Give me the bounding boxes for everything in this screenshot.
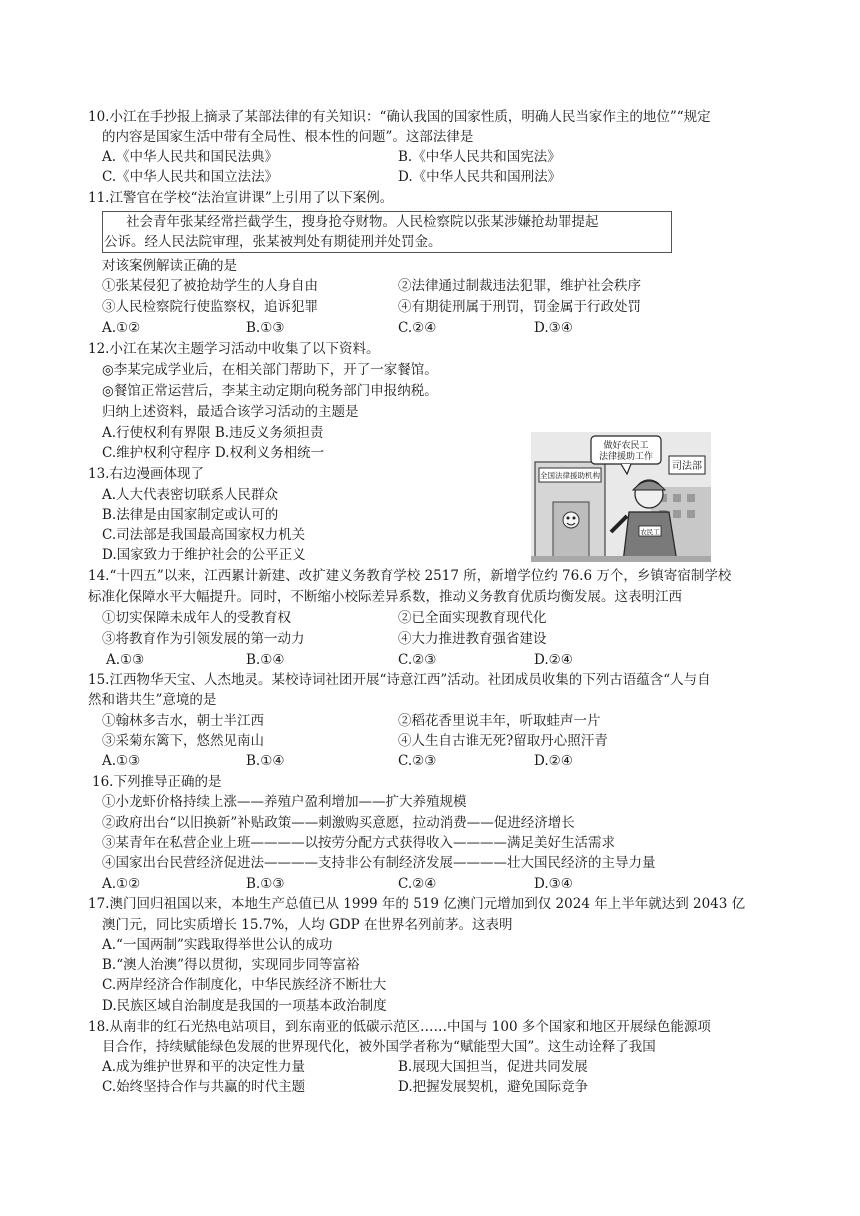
- q17-stem-line1: 17.澳门回归祖国以来，本地生产总值已从 1999 年的 519 亿澳门元增加到仅 2024 年上半年就达到 2043 亿: [88, 896, 746, 912]
- q10-stem-line1: 10.小江在手抄报上摘录了某部法律的有关知识：“确认我国的国家性质，明确人民当家作主的地位”“规定: [88, 109, 711, 125]
- q17-stem-line2: 澳门元，同比实质增长 15.7%，人均 GDP 在世界名列前茅。这表明: [102, 917, 513, 933]
- q11-option-b: B.①③: [246, 320, 285, 336]
- q13-option-a: A.人大代表密切联系人民群众: [102, 487, 279, 503]
- q11-statement-4: ④有期徒刑属于刑罚，罚金属于行政处罚: [398, 299, 641, 315]
- q15-option-c: C.②③: [398, 753, 437, 769]
- q14-option-c: C.②③: [398, 652, 437, 668]
- q15-statement-1: ①翰林多吉水，朝士半江西: [102, 713, 264, 729]
- q11-prompt: 对该案例解读正确的是: [102, 258, 237, 274]
- q11-statement-3: ③人民检察院行使监察权，追诉犯罪: [102, 299, 318, 315]
- q15-statement-3: ③采菊东篱下，悠然见南山: [102, 733, 264, 749]
- cartoon-balloon-text-2: 法律援助工作: [598, 451, 654, 461]
- q14-option-b: B.①④: [246, 652, 285, 668]
- q18-option-c: C.始终坚持合作与共赢的时代主题: [102, 1079, 306, 1095]
- q14-statement-3: ③将教育作为引领发展的第一动力: [102, 631, 305, 647]
- q17-option-b: B.“澳人治澳”得以贯彻，实现同步同等富裕: [102, 957, 360, 973]
- q14-statement-1: ①切实保障未成年人的受教育权: [102, 610, 291, 626]
- q18-stem-line1: 18.从南非的红石光热电站项目，到东南亚的低碳示范区……中国与 100 多个国家和地区开展绿色能源项: [88, 1019, 711, 1035]
- q15-stem-line2: 然和谐共生”意境的是: [88, 692, 217, 708]
- q13-option-b: B.法律是由国家制定或认可的: [102, 507, 279, 523]
- q10-option-b: B.《中华人民共和国宪法》: [398, 149, 561, 165]
- q11-option-d: D.③④: [534, 320, 573, 336]
- q11-stem: 11.江警官在学校“法治宣讲课”上引用了以下案例。: [88, 190, 394, 206]
- q16-statement-3: ③某青年在私营企业上班————以按劳分配方式获得收入————满足美好生活需求: [102, 835, 615, 851]
- q10-stem-line2: 的内容是国家生活中带有全局性、根本性的问题”。这部法律是: [102, 129, 474, 145]
- q17-option-c: C.两岸经济合作制度化，中华民族经济不断壮大: [102, 977, 387, 993]
- q16-option-b: B.①③: [246, 876, 285, 892]
- q12-options-ab: A.行使权利有界限 B.违反义务须担责: [102, 425, 324, 441]
- q13-stem: 13.右边漫画体现了: [88, 466, 204, 482]
- q14-option-d: D.②④: [534, 652, 573, 668]
- q15-option-b: B.①④: [246, 753, 285, 769]
- q14-option-a: A.①③: [106, 652, 145, 668]
- q15-statement-4: ④人生自古谁无死?留取丹心照汗青: [398, 733, 608, 749]
- q15-option-a: A.①③: [102, 753, 141, 769]
- cartoon-balloon-text-1: 做好农民工: [603, 440, 649, 450]
- q11-statement-2: ②法律通过制裁违法犯罪，维护社会秩序: [398, 278, 641, 294]
- q10-option-c: C.《中华人民共和国立法法》: [102, 169, 279, 185]
- q15-statement-2: ②稻花香里说丰年，听取蛙声一片: [398, 713, 601, 729]
- q15-option-d: D.②④: [534, 753, 573, 769]
- q11-case-line2: 公诉。经人民法院审理，张某被判处有期徒刑并处罚金。: [104, 234, 442, 250]
- q18-option-b: B.展现大国担当，促进共同发展: [398, 1059, 588, 1075]
- q16-option-c: C.②④: [398, 876, 437, 892]
- q15-stem-line1: 15.江西物华天宝、人杰地灵。某校诗词社团开展“诗意江西”活动。社团成员收集的下列古语蕴含“人与自: [88, 672, 711, 688]
- q11-statement-1: ①张某侵犯了被抢劫学生的人身自由: [102, 278, 318, 294]
- q16-option-a: A.①②: [102, 876, 141, 892]
- q17-option-d: D.民族区域自治制度是我国的一项基本政治制度: [102, 998, 387, 1014]
- cartoon-illustration: [531, 432, 711, 562]
- q18-option-a: A.成为维护世界和平的决定性力量: [102, 1059, 306, 1075]
- q12-options-cd: C.维护权利守程序 D.权利义务相统一: [102, 445, 325, 461]
- q14-statement-4: ④大力推进教育强省建设: [398, 631, 547, 647]
- q16-stem: 16.下列推导正确的是: [92, 774, 222, 790]
- q13-option-c: C.司法部是我国最高国家权力机关: [102, 527, 306, 543]
- cartoon-building-sign: 全国法律援助机构: [540, 471, 600, 480]
- q16-statement-2: ②政府出台“以旧换新”补贴政策——刺激购买意愿，拉动消费——促进经济增长: [102, 815, 575, 831]
- q14-stem-line2: 标准化保障水平大幅提升。同时，不断缩小校际差异系数，推动义务教育优质均衡发展。这表明江西: [88, 589, 682, 605]
- q12-material-2: ◎餐馆正常运营后，李某主动定期向税务部门申报纳税。: [102, 383, 438, 399]
- q16-statement-4: ④国家出台民营经济促进法————支持非公有制经济发展————壮大国民经济的主导力量: [102, 855, 656, 871]
- q18-stem-line2: 目合作，持续赋能绿色发展的世界现代化，被外国学者称为“赋能型大国”。这生动诠释了我国: [102, 1039, 656, 1055]
- q12-stem: 12.小江在某次主题学习活动中收集了以下资料。: [88, 341, 380, 357]
- q12-material-1: ◎李某完成学业后，在相关部门帮助下，开了一家餐馆。: [102, 362, 438, 378]
- cartoon-worker-badge: 农民工: [640, 529, 660, 536]
- q18-option-d: D.把握发展契机，避免国际竞争: [398, 1079, 589, 1095]
- legal-aid-cartoon: [531, 432, 711, 562]
- q11-option-c: C.②④: [398, 320, 437, 336]
- q11-case-line1: 社会青年张某经常拦截学生，搜身抢夺财物。人民检察院以张某涉嫌抢劫罪提起: [126, 214, 599, 230]
- q17-option-a: A.“一国两制”实践取得举世公认的成功: [102, 937, 333, 953]
- q14-statement-2: ②已全面实现教育现代化: [398, 610, 547, 626]
- q10-option-a: A.《中华人民共和国民法典》: [102, 149, 279, 165]
- q14-stem-line1: 14.“十四五”以来，江西累计新建、改扩建义务教育学校 2517 所，新增学位约 76.6 万个，乡镇寄宿制学校: [88, 568, 732, 584]
- cartoon-ministry-tag: 司法部: [672, 461, 702, 472]
- q11-option-a: A.①②: [102, 320, 141, 336]
- q16-option-d: D.③④: [534, 876, 573, 892]
- q16-statement-1: ①小龙虾价格持续上涨——养殖户盈利增加——扩大养殖规模: [102, 794, 467, 810]
- q13-option-d: D.国家致力于维护社会的公平正义: [102, 547, 306, 563]
- q12-prompt: 归纳上述资料，最适合该学习活动的主题是: [102, 404, 359, 420]
- q10-option-d: D.《中华人民共和国刑法》: [398, 169, 562, 185]
